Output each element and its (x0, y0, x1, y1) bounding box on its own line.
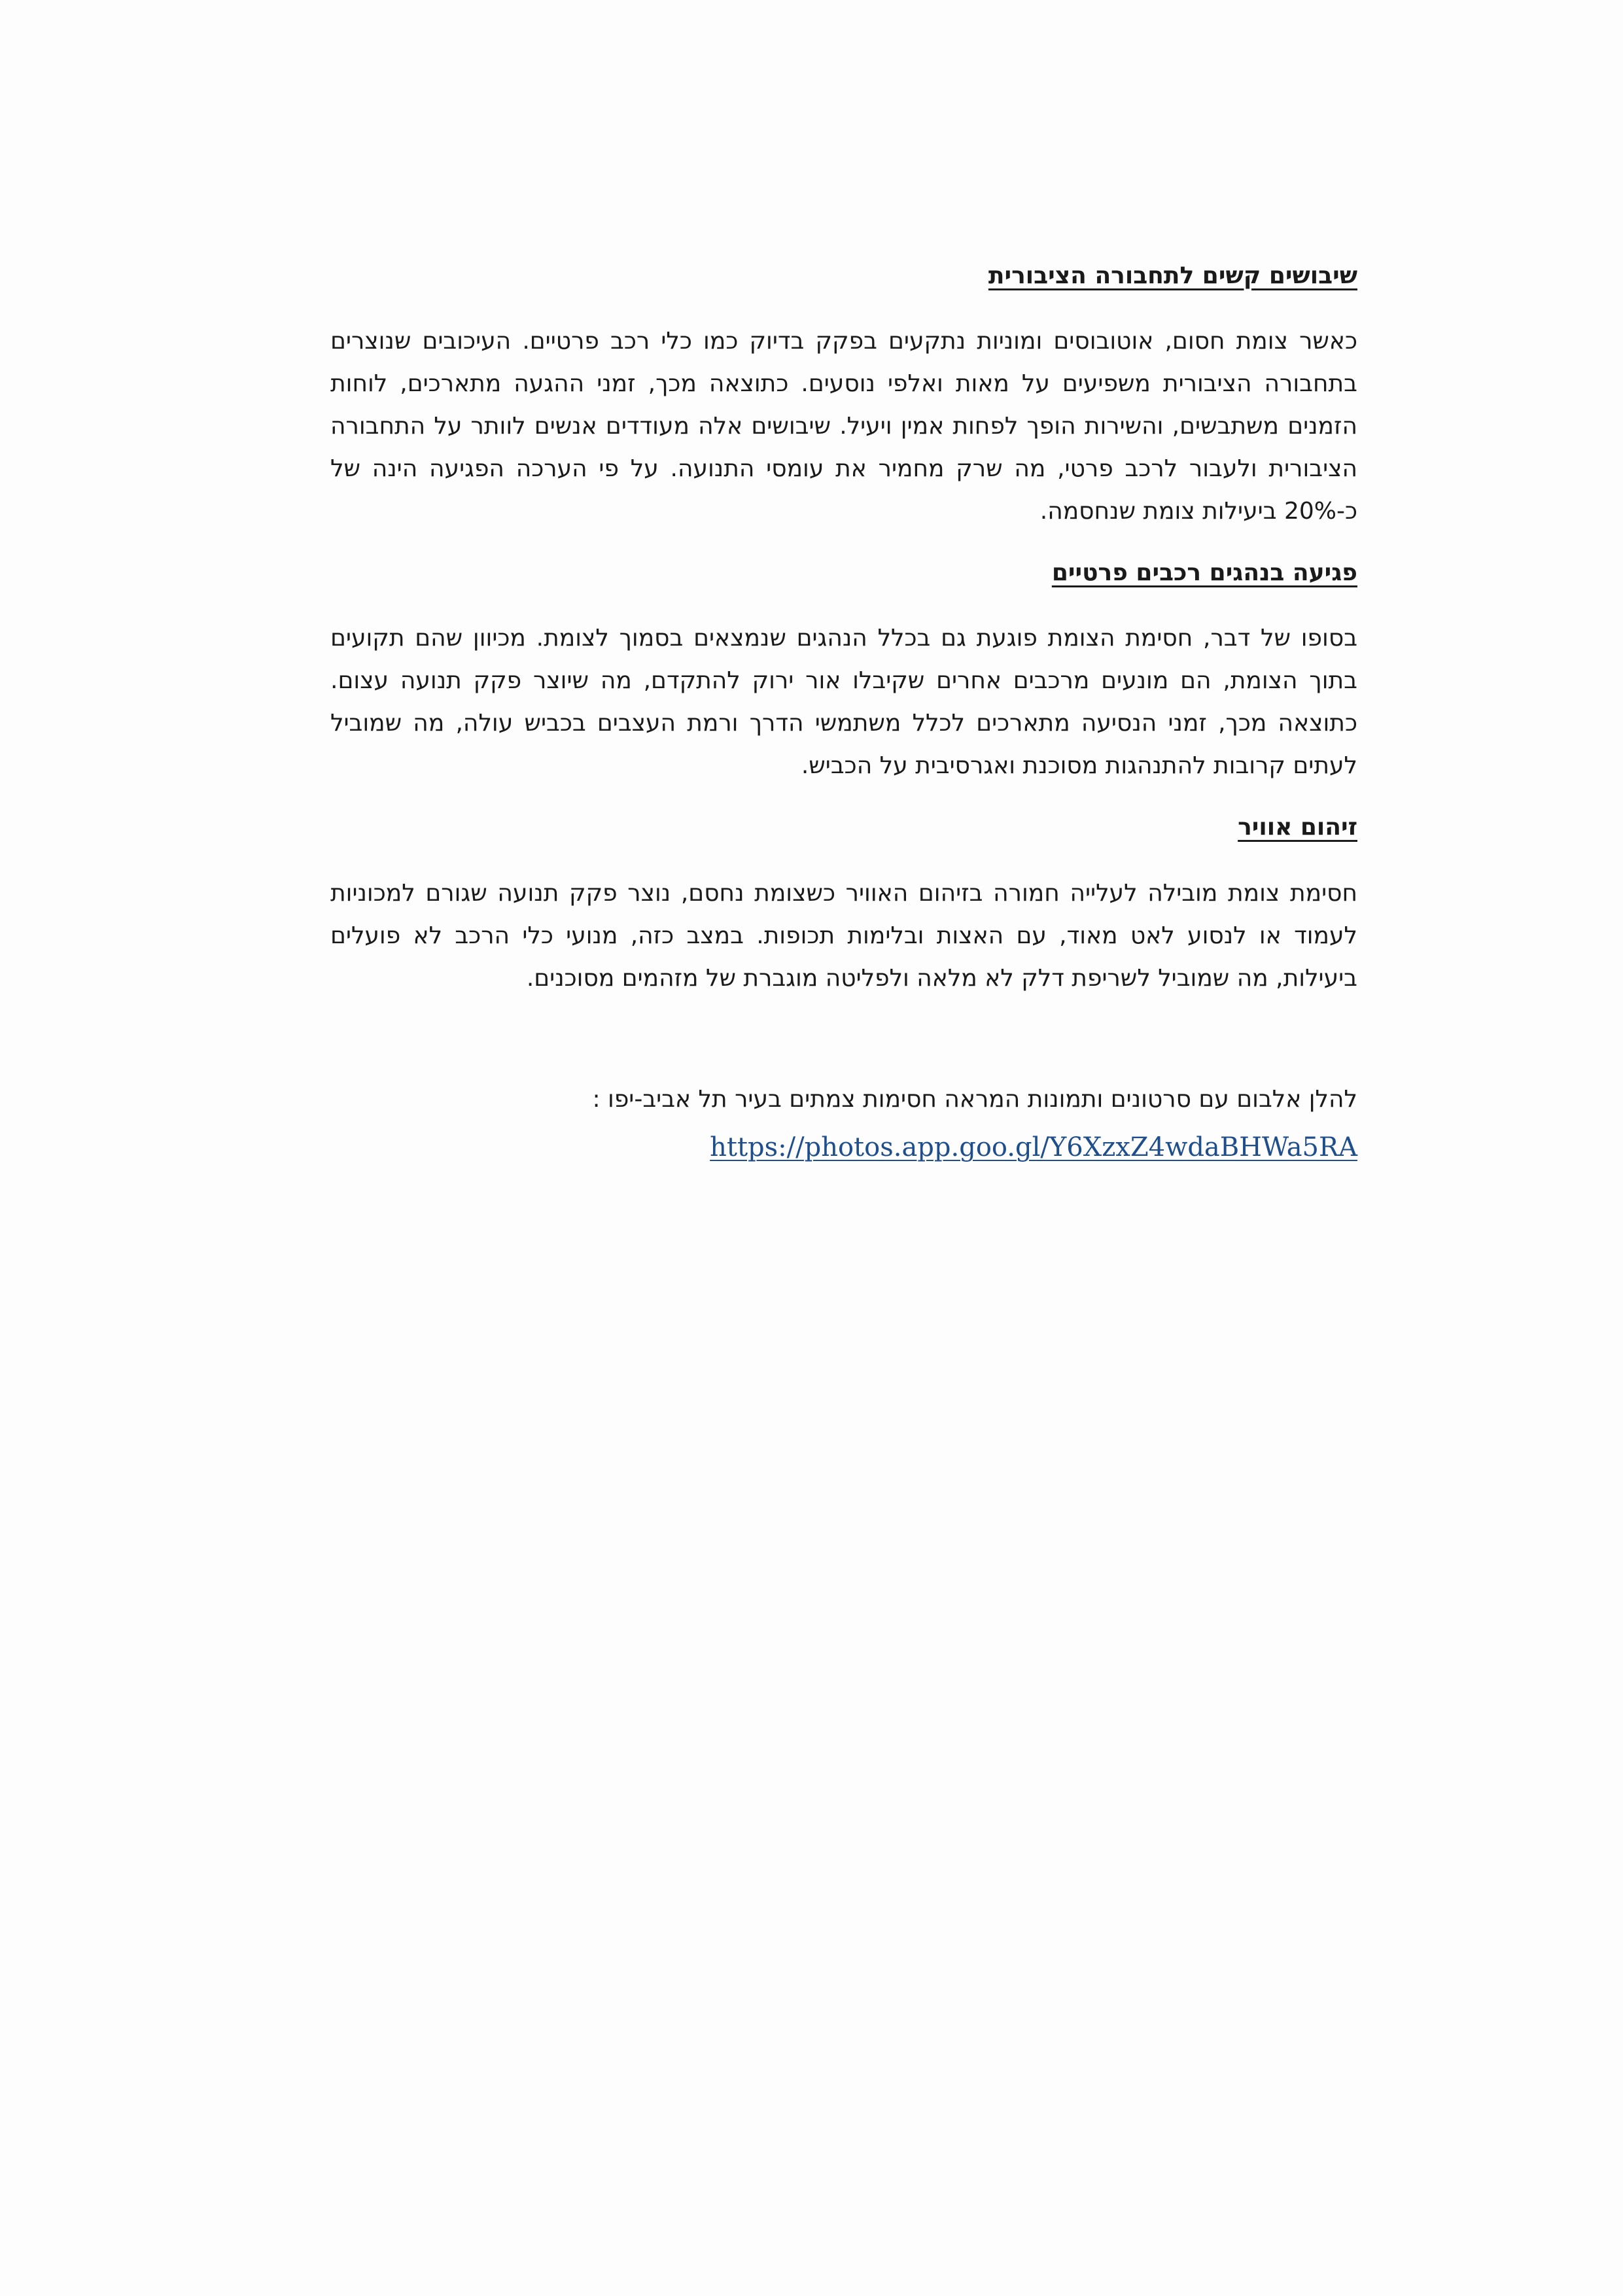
album-intro-text: להלן אלבום עם סרטונים ותמונות המראה חסימות צמתים בעיר תל אביב-יפו : (592, 1085, 1357, 1113)
section-body-private-drivers: בסופו של דבר, חסימת הצומת פוגעת גם בכלל הנהגים שנמצאים בסמוך לצומת. מכיוון שהם תקועים בתוך הצומת, הם מונעים מרכבים אחרים שקיבלו אור ירוק להתקדם, מה שיוצר פקק תנועה עצום. כתוצאה מכך, זמני הנסיעה מתארכים לכלל משתמשי הדרך ורמת העצבים בכביש עולה, מה שמוביל לעתים קרובות להתנהגות מסוכנת ואגרסיבית על הכביש. (330, 625, 1357, 780)
section-body-public-transport: כאשר צומת חסום, אוטובוסים ומוניות נתקעים בפקק בדיוק כמו כלי רכב פרטיים. העיכובים שנוצרים בתחבורה הציבורית משפיעים על מאות ואלפי נוסעים. כתוצאה מכך, זמני ההגעה מתארכים, לוחות הזמנים משתבשים, והשירות הופך לפחות אמין ויעיל. שיבושים אלה מעודדים אנשים לוותר על התחבורה הציבורית ולעבור לרכב פרטי, מה שרק מחמיר את עומסי התנועה. על פי הערכה הפגיעה הינה של כ-20% ביעילות צומת שנחסמה. (330, 328, 1357, 525)
section-heading-private-drivers: פגיעה בנהגים רכבים פרטיים (1051, 559, 1357, 587)
section-body-air-pollution: חסימת צומת מובילה לעלייה חמורה בזיהום האוויר כשצומת נחסם, נוצר פקק תנועה שגורם למכוניות לעמוד או לנסוע לאט מאוד, עם האצות ובלימות תכופות. במצב כזה, מנועי כלי הרכב לא פועלים ביעילות, מה שמוביל לשריפת דלק לא מלאה ולפליטה מוגברת של מזהמים מסוכנים. (330, 879, 1357, 992)
section-heading-air-pollution: זיהום אוויר (1238, 814, 1357, 841)
spacer (330, 1026, 1357, 1078)
album-link[interactable]: https://photos.app.goo.gl/Y6XzxZ4wdaBHWa5RA (710, 1132, 1357, 1162)
document-content (330, 262, 1357, 1162)
section-heading-public-transport: שיבושים קשים לתחבורה הציבורית (988, 262, 1357, 289)
